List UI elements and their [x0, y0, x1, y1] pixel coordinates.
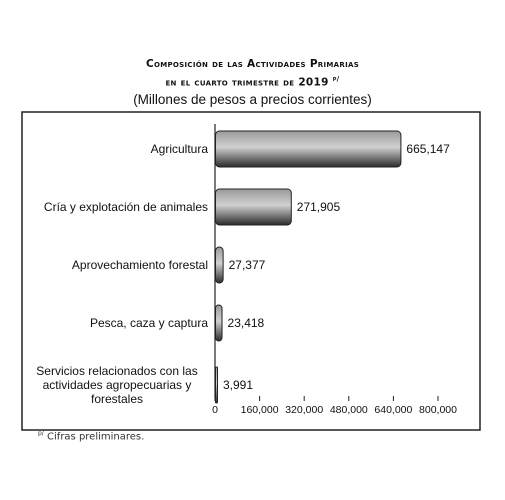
- footnote-marker: p/: [38, 430, 44, 437]
- value-label-0: 665,147: [406, 142, 450, 156]
- category-label-4-2: forestales: [90, 392, 144, 406]
- x-tick-label-3: 480,000: [329, 404, 368, 416]
- x-tick-label-2: 320,000: [285, 404, 324, 416]
- category-label-0-0: Agricultura: [150, 142, 208, 156]
- category-label-3-0: Pesca, caza y captura: [89, 316, 208, 330]
- value-label-1: 271,905: [296, 200, 341, 214]
- value-label-2: 27,377: [228, 258, 266, 272]
- x-tick-label-0: 0: [212, 404, 218, 416]
- bar-1: [216, 189, 292, 225]
- category-label-4-1: actividades agropecuarias y: [42, 378, 192, 392]
- chart-title-marker: p/: [332, 75, 340, 83]
- chart-subtitle: (Millones de pesos a precios corrientes): [133, 92, 372, 107]
- bar-4: [216, 367, 218, 403]
- x-tick-label-1: 160,000: [240, 404, 279, 416]
- value-label-4: 3,991: [223, 378, 254, 392]
- category-label-4-0: Servicios relacionados con las: [36, 364, 198, 378]
- chart-title-line1: Composición de las Actividades Primarias: [145, 58, 360, 70]
- footnote: [38, 430, 144, 442]
- bar-2: [216, 247, 224, 283]
- value-label-3: 23,418: [227, 316, 265, 330]
- category-label-1-0: Cría y explotación de animales: [43, 200, 208, 214]
- chart-title-line2: en el cuarto trimestre de 2019: [165, 76, 329, 89]
- x-tick-label-5: 800,000: [419, 404, 457, 416]
- bar-0: [216, 131, 401, 167]
- footnote-text: Cifras preliminares.: [47, 431, 145, 443]
- category-label-2-0: Aprovechamiento forestal: [71, 258, 208, 272]
- x-tick-label-4: 640,000: [374, 404, 413, 416]
- bar-3: [216, 305, 223, 341]
